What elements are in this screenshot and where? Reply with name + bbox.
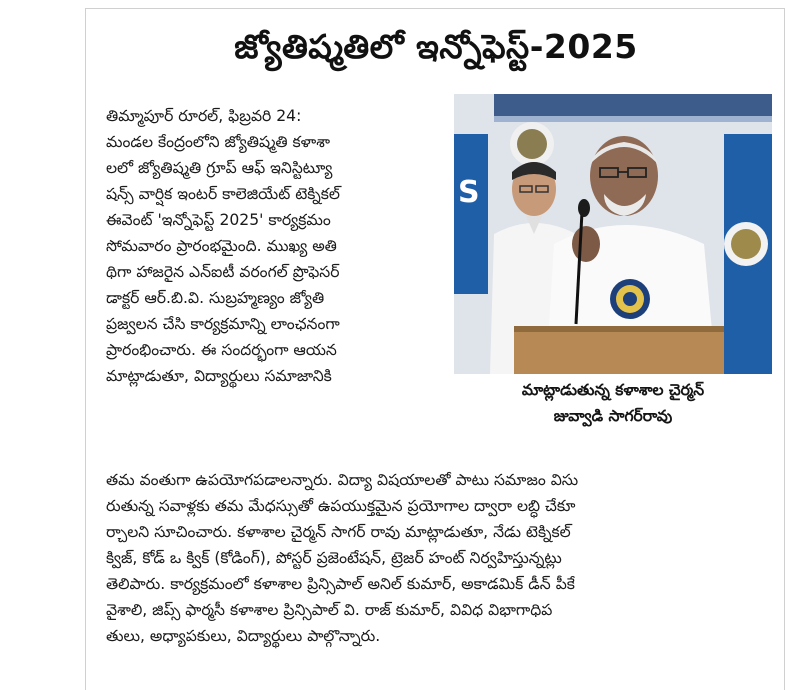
caption-line: జువ్వాడి సాగర్‌రావు: [553, 407, 673, 425]
article-photo: [454, 94, 772, 374]
body-line: తిమ్మాపూర్ రూరల్, ఫిబ్రవరి 24:: [106, 107, 302, 125]
body-line: ప్రారంభించారు. ఈ సందర్భంగా ఆయన: [106, 341, 337, 359]
banner-letter-left: S: [458, 175, 480, 210]
body-line: మాట్లాడుతూ, విద్యార్థులు సమాజానికి: [106, 367, 332, 385]
body-line: ప్రజ్వలన చేసి కార్యక్రమాన్ని లాంఛనంగా: [106, 315, 340, 333]
caption-line: మాట్లాడుతున్న కళాశాల చైర్మన్: [521, 381, 705, 399]
body-line: తమ వంతుగా ఉపయోగపడాలన్నారు. విద్యా విషయాలతో పాటు సమాజం విసు: [106, 471, 579, 489]
body-line: తులు, అధ్యాపకులు, విద్యార్థులు పాల్గొన్నారు.: [106, 627, 381, 645]
photo-caption: [454, 377, 772, 429]
article-headline: జ్యోతిష్మతిలో ఇన్నోఫెస్ట్-2025: [234, 27, 638, 66]
body-line: వైశాలి, జిప్స్ ఫార్మసీ కళాశాల ప్రిన్సిపాల్ వి. రాజ్ కుమార్, వివిధ విభాగాధిప: [106, 601, 553, 619]
newspaper-clipping: [85, 8, 785, 690]
body-line: రుతున్న సవాళ్లకు తమ మేధస్సుతో ఉపయుక్తమైన ప్రయోగాల ద్వారా లబ్ధి చేకూ: [106, 497, 576, 515]
body-line: మండల కేంద్రంలోని జ్యోతిష్మతి కళాశా: [106, 133, 330, 151]
body-line: ర్చాలని సూచించారు. కళాశాల చైర్మన్ సాగర్ రావు మాట్లాడుతూ, నేడు టెక్నికల్: [106, 523, 571, 541]
body-line: థిగా హాజరైన ఎన్ఐటీ వరంగల్ ప్రొఫెసర్: [106, 263, 340, 281]
body-line: లలో జ్యోతిష్మతి గ్రూప్ ఆఫ్ ఇనిస్టిట్యూ: [106, 159, 333, 177]
body-line: సోమవారం ప్రారంభమైంది. ముఖ్య అతి: [106, 237, 337, 255]
photo-illustration: [454, 94, 772, 374]
article-body-full-width: [106, 467, 774, 649]
body-line: ఈవెంట్ 'ఇన్నోఫెస్ట్ 2025' కార్యక్రమం: [106, 211, 331, 229]
body-line: షన్స్ వార్షిక ఇంటర్ కాలెజియేట్ టెక్నికల్: [106, 185, 340, 203]
body-line: క్విజ్, కోడ్ ఒ క్విక్ (కోడింగ్), పోస్టర్ ప్రజెంటేషన్, ట్రెజర్ హంట్ నిర్వహిస్తున్నట్లు: [106, 549, 562, 567]
body-line: తెలిపారు. కార్యక్రమంలో కళాశాల ప్రిన్సిపాల్ అనిల్ కుమార్, అకాడమిక్ డీన్ పీకే: [106, 575, 575, 593]
body-line: డాక్టర్ ఆర్.బి.వి. సుబ్రహ్మణ్యం జ్యోతి: [106, 289, 325, 307]
article-body-left-column: [106, 103, 451, 389]
